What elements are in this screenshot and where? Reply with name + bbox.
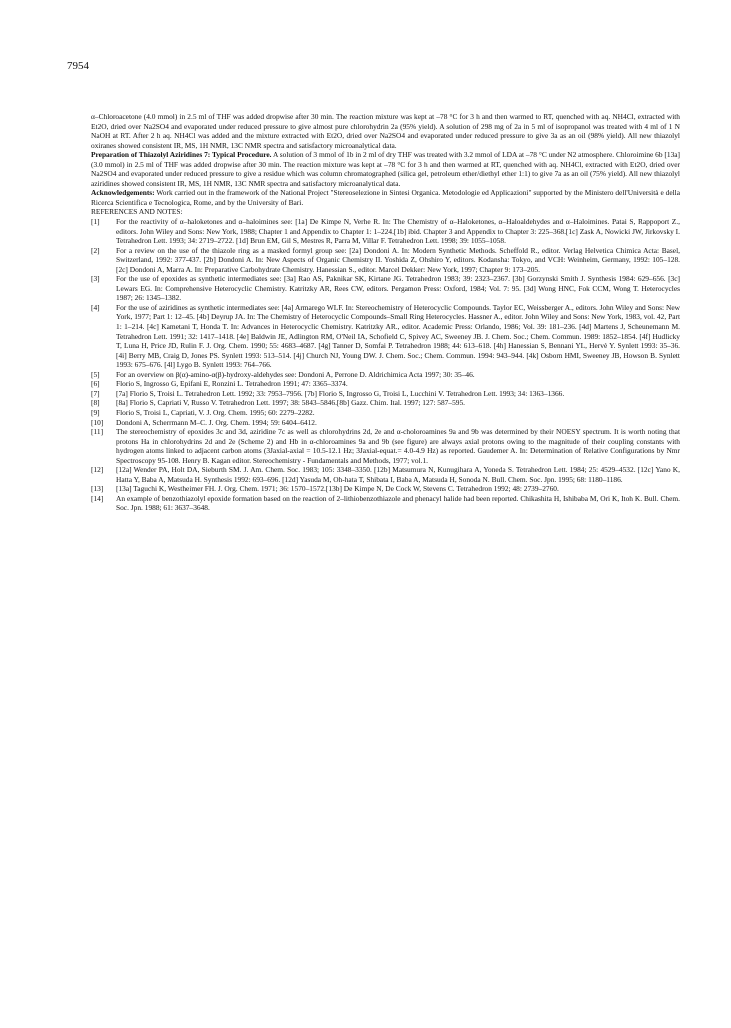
acknowledgements-text: Work carried out in the framework of the National Project "Stereoselezione in Sintesi Organica. Metodologie ed Applicazioni" supported by the Ministero dell'Università e della Ricerca Scientifica e Tecnologica, Rome, and by the University of Bari.	[91, 188, 680, 207]
reference-item	[91, 217, 680, 246]
reference-text: For the reactivity of α–haloketones and α–haloimines see: [1a] De Kimpe N, Verhe R. In: The Chemistry of α–Haloketones, α–Haloaldehydes and α–Haloimines. Patai S, Rappoport Z., editors. John Wiley and Sons: New York, 1988; Chapter 1 and Appendix to Chapter 1: 1–224.[1b] ibid. Chapter 3 and Appendix to Chapter 3: 225–368.[1c] Zask A, Nowicki JW, Jirkovsky I. Tetrahedron Lett. 1993; 34: 2719–2722. [1d] Brun EM, Gil S, Mestres R, Parra M, Villar F. Tetrahedron Lett. 1998; 39: 1055–1058.	[116, 217, 680, 246]
reference-text: [13a] Taguchi K, Westheimer FH. J. Org. Chem. 1971; 36: 1570–1572.[13b] De Kimpe N, De Cock W, Stevens C. Tetrahedron 1992; 48: 2739–2760.	[116, 484, 559, 494]
procedure-text: A solution of 3 mmol of 1b in 2 ml of dry THF was treated with 3.2 mmol of LDA at –78 °C under N2 atmosphere. Chloroimine 6b [13a] (3.0 mmol) in 2.5 ml of THF was added dropwise after 30 min. The reaction mixture was kept at –78 °C for 3 h and then warmed at RT, quenched with aq. NH4Cl, extracted with Et2O, dried over Na2SO4 and evaporated under reduced pressure to give a residue which was column chromatographed (silica gel, petroleum ether/diethyl ether 1:1) to give 7a as an oil (75% yield). All new thiazolyl aziridines showed consistent IR, MS, 1H NMR, 13C NMR spectra and satisfactory microanalytical data.	[91, 150, 681, 188]
reference-text: [7a] Florio S, Troisi L. Tetrahedron Lett. 1992; 33: 7953–7956. [7b] Florio S, Ingrosso G, Troisi L, Lucchini V. Tetrahedron Lett. 1993; 34: 1363–1366.	[116, 388, 565, 398]
reference-text: An example of benzothiazolyl epoxide formation based on the reaction of 2–lithiobenzothiazole and phenacyl halide had been reported. Chikashita H, Ishibaba M, Ori K, Itoh K. Bull. Chem. Soc. Jpn. 1988; 61: 3637–3648.	[116, 493, 680, 513]
reference-item	[91, 398, 680, 408]
reference-number: [12]	[91, 465, 104, 475]
reference-text: For a review on the use of the thiazole ring as a masked formyl group see: [2a] Dondoni A. In: Modern Synthetic Methods. Scheffold R., editor. Verlag Helvetica Chimica Acta: Basel, Switzerland, 1992: 377-437. [2b] Dondoni A. In: New Aspects of Organic Chemistry II. Yoshida Z, Ohshiro Y, editors. Kodansha: Tokyo, and VCH: Weinheim, Germany, 1992: 105–128. [2c] Dondoni A, Marra A. In: Preparative Carbohydrate Chemistry. Hanessian S., editor. Marcel Dekker: New York, 1997; Chapter 9: 173–205.	[116, 245, 680, 274]
reference-item	[91, 274, 680, 303]
page-number: 7954	[67, 60, 89, 72]
reference-number: [14]	[91, 493, 104, 503]
aziridine-procedure-paragraph	[91, 150, 680, 188]
reference-item	[91, 418, 680, 428]
reference-number: [3]	[91, 274, 100, 284]
reference-number: [10]	[91, 417, 104, 427]
reference-text: [12a] Wender PA, Holt DA, Sieburth SM. J. Am. Chem. Soc. 1983; 105: 3348–3350. [12b] Matsumura N, Kunugihara A, Yoneda S. Tetrahedron Lett. 1984; 25: 4529–4532. [12c] Yano K, Hatta Y, Baba A, Matsuda H. Synthesis 1992: 693–696. [12d] Yasuda M, Oh-hata T, Shibata I, Baba A, Matsuda H, Sonoda N. Bull. Chem. Soc. Jpn. 1995; 68: 1180–1186.	[116, 465, 680, 484]
reference-number: [1]	[91, 217, 100, 227]
reference-number: [8]	[91, 398, 100, 408]
reference-number: [2]	[91, 245, 100, 255]
reference-number: [11]	[91, 427, 104, 437]
reference-item	[91, 370, 680, 380]
reference-number: [13]	[91, 484, 104, 494]
reference-text: [8a] Florio S, Capriati V, Russo V. Tetrahedron Lett. 1997; 38: 5843–5846.[8b] Gazz. Chim. Ital. 1997; 127: 587–595.	[116, 398, 466, 408]
reference-item	[91, 465, 680, 484]
article-body	[91, 112, 680, 513]
references-list	[91, 217, 680, 513]
reference-number: [4]	[91, 302, 100, 312]
acknowledgements-paragraph	[91, 188, 680, 207]
reference-number: [7]	[91, 388, 100, 398]
reference-text: For the use of aziridines as synthetic intermediates see: [4a] Armarego WLF. In: Stereochemistry of Heterocyclic Compounds. Taylor EC, Weissberger A., editors. John Wiley and Sons: New York, 1977; Part 1: 12–45. [4b] Deyrup JA. In: The Chemistry of Heterocyclic Compounds–Small Ring Heterocycles. Hassner A., editor. John Wiley and Sons: New York, 1983, vol. 42, Part 1: 1–214. [4c] Kametani T, Honda T. In: Advances in Heterocyclic Chemistry. Katritzky AR., editor. Academic Press: Orlando, 1986; Vol. 39: 181–236. [4d] Martens J, Scheunemann M. Tetrahedron Lett. 1991; 32: 1417–1418. [4e] Baldwin JE, Adlington RM, O'Neil IA, Schofield C, Spivey AC, Sweeney JB. J. Chem. Soc.; Chem. Commun. 1989: 1852–1854. [4f] Hudlicky T, Luna H, Price JD, Rulin F. J. Org. Chem. 1990; 55: 4683–4687. [4g] Tanner D, Somfai P. Tetrahedron 1988; 44: 613–618. [4h] Hanessian S, Bennani YL, Hervè Y. Synlett 1993: 35–36. [4i] Berry MB, Craig D, Jones PS. Synlett 1993: 513–514. [4j] Church NJ, Young DW. J. Chem. Soc.; Chem. Commun. 1994: 943–944. [4k] Osborn HMI, Sweeney JB, Howson B. Synlett 1993: 675–676. [4l] Lygo B. Synlett 1993: 764–766.	[116, 302, 680, 370]
references-title: REFERENCES AND NOTES:	[91, 207, 183, 217]
reference-item	[91, 379, 680, 389]
reference-text: Dondoni A, Scherrmann M–C. J. Org. Chem. 1994; 59: 6404–6412.	[116, 417, 317, 427]
reference-item	[91, 303, 680, 370]
reference-number: [5]	[91, 369, 100, 379]
reference-text: The stereochemistry of epoxides 3c and 3d, aziridine 7c as well as chlorohydrins 2d, 2e and α-choloroamines 9a and 9b was determined by their NOESY spectrum. It is worth noting that protons Ha in chlorohydrins 2d and 2e (Scheme 2) and Hb in α-chloroamines 9a and 9b (see figure) are always axial protons owing to the magnitude of their coupling constants with hydrogen atoms linked to adjacent carbon atoms (3Jaxial-axial = 10.5-12.1 Hz; 3Jaxial-equat.= 4.0-4.9 Hz) as reported. Gaudemer A. In: Determination of Relative Configurations by Nmr Spectroscopy 95-108. Henry B. Kagan editor. Stereochemistry - Fundamentals and Methods, 1977; vol.1.	[116, 427, 680, 465]
reference-item	[91, 427, 680, 465]
reference-text: Florio S, Troisi L, Capriati, V. J. Org. Chem. 1995; 60: 2279–2282.	[116, 407, 315, 417]
reference-item	[91, 389, 680, 399]
reference-number: [6]	[91, 379, 100, 389]
reference-item	[91, 246, 680, 275]
reference-item	[91, 494, 680, 513]
acknowledgements-heading: Acknowledgements:	[91, 188, 155, 198]
procedure-heading: Preparation of Thiazolyl Aziridines 7: Typical Procedure.	[91, 150, 272, 160]
reference-text: For the use of epoxides as synthetic intermediates see: [3a] Rao AS, Paknikar SK, Kirtane JG. Tetrahedron 1983; 39: 2323–2367. [3b] Gorzynski Smith J. Synthesis 1984: 629–656. [3c] Lewars EG. In: Comprehensive Heterocyclic Chemistry. Katritzky AR, Rees CW, editors. Pergamon Press: Oxford, 1984; Vol. 7: 95. [3d] Wong HNC, Fok CCM, Wong T. Heterocycles 1987; 26: 1345–1382.	[116, 274, 680, 303]
reference-text: Florio S, Ingrosso G, Epifani E, Ronzini L. Tetrahedron 1991; 47: 3365–3374.	[116, 379, 348, 389]
reference-item	[91, 408, 680, 418]
experimental-paragraph: α–Chloroacetone (4.0 mmol) in 2.5 ml of THF was added dropwise after 30 min. The reaction mixture was kept at –78 °C for 3 h and then warmed to RT, quenched with aq. NH4Cl, extracted with Et2O, dried over Na2SO4 and evaporated under reduced pressure to give almost pure chlorohydrin 2a (95% yield). A solution of 298 mg of 2a in 5 ml of isopropanol was treated with 4 ml of 1 N NaOH at RT. After 2 h aq. NH4Cl was added and the mixture extracted with Et2O, dried over Na2SO4 and evaporated under reduced pressure to give 3a as an oil (98% yield). All new thiazolyl oxiranes showed consistent IR, MS, 1H NMR, 13C NMR spectra and satisfactory microanalytical data.	[91, 112, 680, 150]
reference-text: For an overview on β(α)-amino-α(β)-hydroxy-aldehydes see: Dondoni A, Perrone D. Aldrichimica Acta 1997; 30: 35–46.	[116, 369, 475, 379]
reference-item	[91, 484, 680, 494]
reference-number: [9]	[91, 407, 100, 417]
